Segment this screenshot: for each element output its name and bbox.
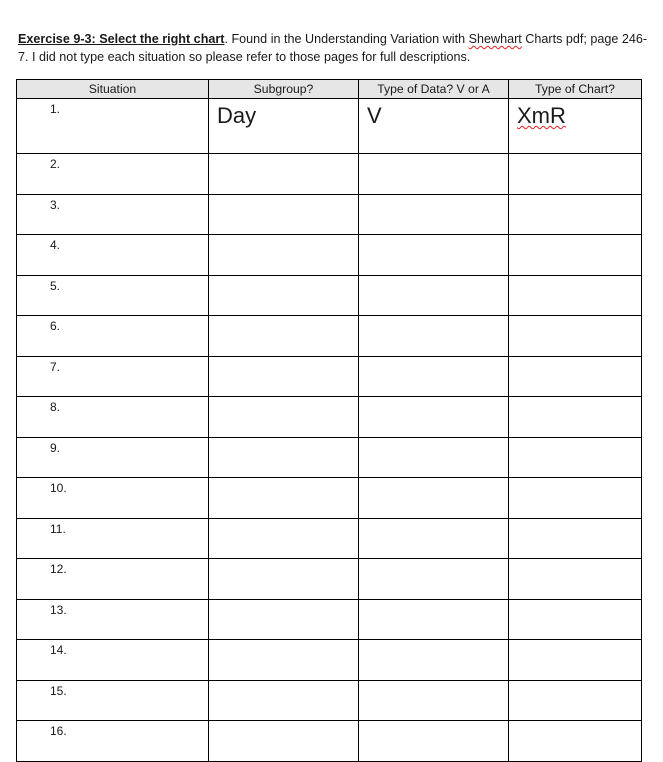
- chart-type-cell[interactable]: [509, 518, 642, 559]
- data-type-cell[interactable]: [359, 559, 509, 600]
- situation-cell[interactable]: 11.: [17, 518, 209, 559]
- chart-type-cell[interactable]: [509, 559, 642, 600]
- subgroup-cell[interactable]: [209, 316, 359, 357]
- table-row: [17, 275, 642, 316]
- header-subgroup: Subgroup?: [209, 80, 359, 99]
- chart-type-cell[interactable]: [509, 316, 642, 357]
- chart-type-cell[interactable]: [509, 194, 642, 235]
- chart-type-cell[interactable]: [509, 599, 642, 640]
- table-row: [17, 478, 642, 519]
- situation-cell[interactable]: 8.: [17, 397, 209, 438]
- table-row: [17, 316, 642, 357]
- subgroup-cell[interactable]: [209, 599, 359, 640]
- situation-cell[interactable]: 15.: [17, 680, 209, 721]
- data-type-cell[interactable]: [359, 194, 509, 235]
- table-row: [17, 680, 642, 721]
- subgroup-cell[interactable]: [209, 397, 359, 438]
- subgroup-cell[interactable]: [209, 235, 359, 276]
- exercise-heading: Exercise 9-3: Select the right chart: [18, 32, 225, 46]
- header-row: [17, 80, 642, 99]
- chart-type-cell[interactable]: [509, 235, 642, 276]
- data-type-cell[interactable]: [359, 478, 509, 519]
- data-type-cell[interactable]: [359, 680, 509, 721]
- situation-cell[interactable]: 7.: [17, 356, 209, 397]
- situation-cell[interactable]: 14.: [17, 640, 209, 681]
- table-row: [17, 640, 642, 681]
- table-row: [17, 599, 642, 640]
- situation-cell[interactable]: 5.: [17, 275, 209, 316]
- data-type-cell[interactable]: V: [359, 99, 509, 154]
- subgroup-cell[interactable]: [209, 154, 359, 195]
- intro-text-before: . Found in the Understanding Variation with: [224, 32, 469, 46]
- subgroup-cell[interactable]: [209, 640, 359, 681]
- data-type-cell[interactable]: [359, 518, 509, 559]
- table-row: [17, 356, 642, 397]
- subgroup-cell[interactable]: [209, 356, 359, 397]
- table-row: [17, 518, 642, 559]
- subgroup-cell[interactable]: [209, 275, 359, 316]
- situation-cell[interactable]: 16.: [17, 721, 209, 762]
- data-type-cell[interactable]: [359, 356, 509, 397]
- chart-type-cell[interactable]: [509, 356, 642, 397]
- subgroup-cell[interactable]: [209, 194, 359, 235]
- data-type-cell[interactable]: [359, 599, 509, 640]
- intro-text-after: Charts pdf; page 246-7. I did not type each situation so please refer to those pages for full descriptions.: [18, 32, 648, 64]
- table-row: [17, 194, 642, 235]
- subgroup-cell[interactable]: [209, 518, 359, 559]
- chart-selection-table: [16, 79, 642, 762]
- header-situation: Situation: [17, 80, 209, 99]
- subgroup-cell[interactable]: [209, 437, 359, 478]
- data-type-cell[interactable]: [359, 154, 509, 195]
- table-row: [17, 559, 642, 600]
- data-type-cell[interactable]: [359, 275, 509, 316]
- situation-cell[interactable]: 4.: [17, 235, 209, 276]
- table-row: [17, 397, 642, 438]
- data-type-cell[interactable]: [359, 437, 509, 478]
- situation-cell[interactable]: 12.: [17, 559, 209, 600]
- subgroup-cell[interactable]: [209, 559, 359, 600]
- data-type-cell[interactable]: [359, 235, 509, 276]
- header-data-type: Type of Data? V or A: [359, 80, 509, 99]
- table-row: [17, 437, 642, 478]
- table-row: [17, 99, 642, 154]
- data-type-cell[interactable]: [359, 721, 509, 762]
- chart-type-cell[interactable]: [509, 640, 642, 681]
- situation-cell[interactable]: 10.: [17, 478, 209, 519]
- chart-type-cell[interactable]: [509, 437, 642, 478]
- chart-type-cell[interactable]: [509, 99, 642, 154]
- chart-type-cell[interactable]: [509, 478, 642, 519]
- spellcheck-word: Shewhart: [468, 32, 522, 46]
- header-chart-type: Type of Chart?: [509, 80, 642, 99]
- table-row: [17, 721, 642, 762]
- table-row: [17, 154, 642, 195]
- subgroup-cell[interactable]: Day: [209, 99, 359, 154]
- situation-cell[interactable]: 2.: [17, 154, 209, 195]
- chart-type-value: XmR: [517, 103, 566, 128]
- chart-type-cell[interactable]: [509, 154, 642, 195]
- situation-cell[interactable]: 1.: [17, 99, 209, 154]
- chart-type-cell[interactable]: [509, 275, 642, 316]
- data-type-cell[interactable]: [359, 316, 509, 357]
- situation-cell[interactable]: 6.: [17, 316, 209, 357]
- subgroup-cell[interactable]: [209, 721, 359, 762]
- situation-cell[interactable]: 9.: [17, 437, 209, 478]
- situation-cell[interactable]: 3.: [17, 194, 209, 235]
- table-row: [17, 235, 642, 276]
- data-type-cell[interactable]: [359, 640, 509, 681]
- subgroup-cell[interactable]: [209, 478, 359, 519]
- data-type-cell[interactable]: [359, 397, 509, 438]
- situation-cell[interactable]: 13.: [17, 599, 209, 640]
- subgroup-cell[interactable]: [209, 680, 359, 721]
- chart-type-cell[interactable]: [509, 397, 642, 438]
- chart-type-cell[interactable]: [509, 721, 642, 762]
- chart-type-cell[interactable]: [509, 680, 642, 721]
- exercise-intro: [18, 30, 648, 66]
